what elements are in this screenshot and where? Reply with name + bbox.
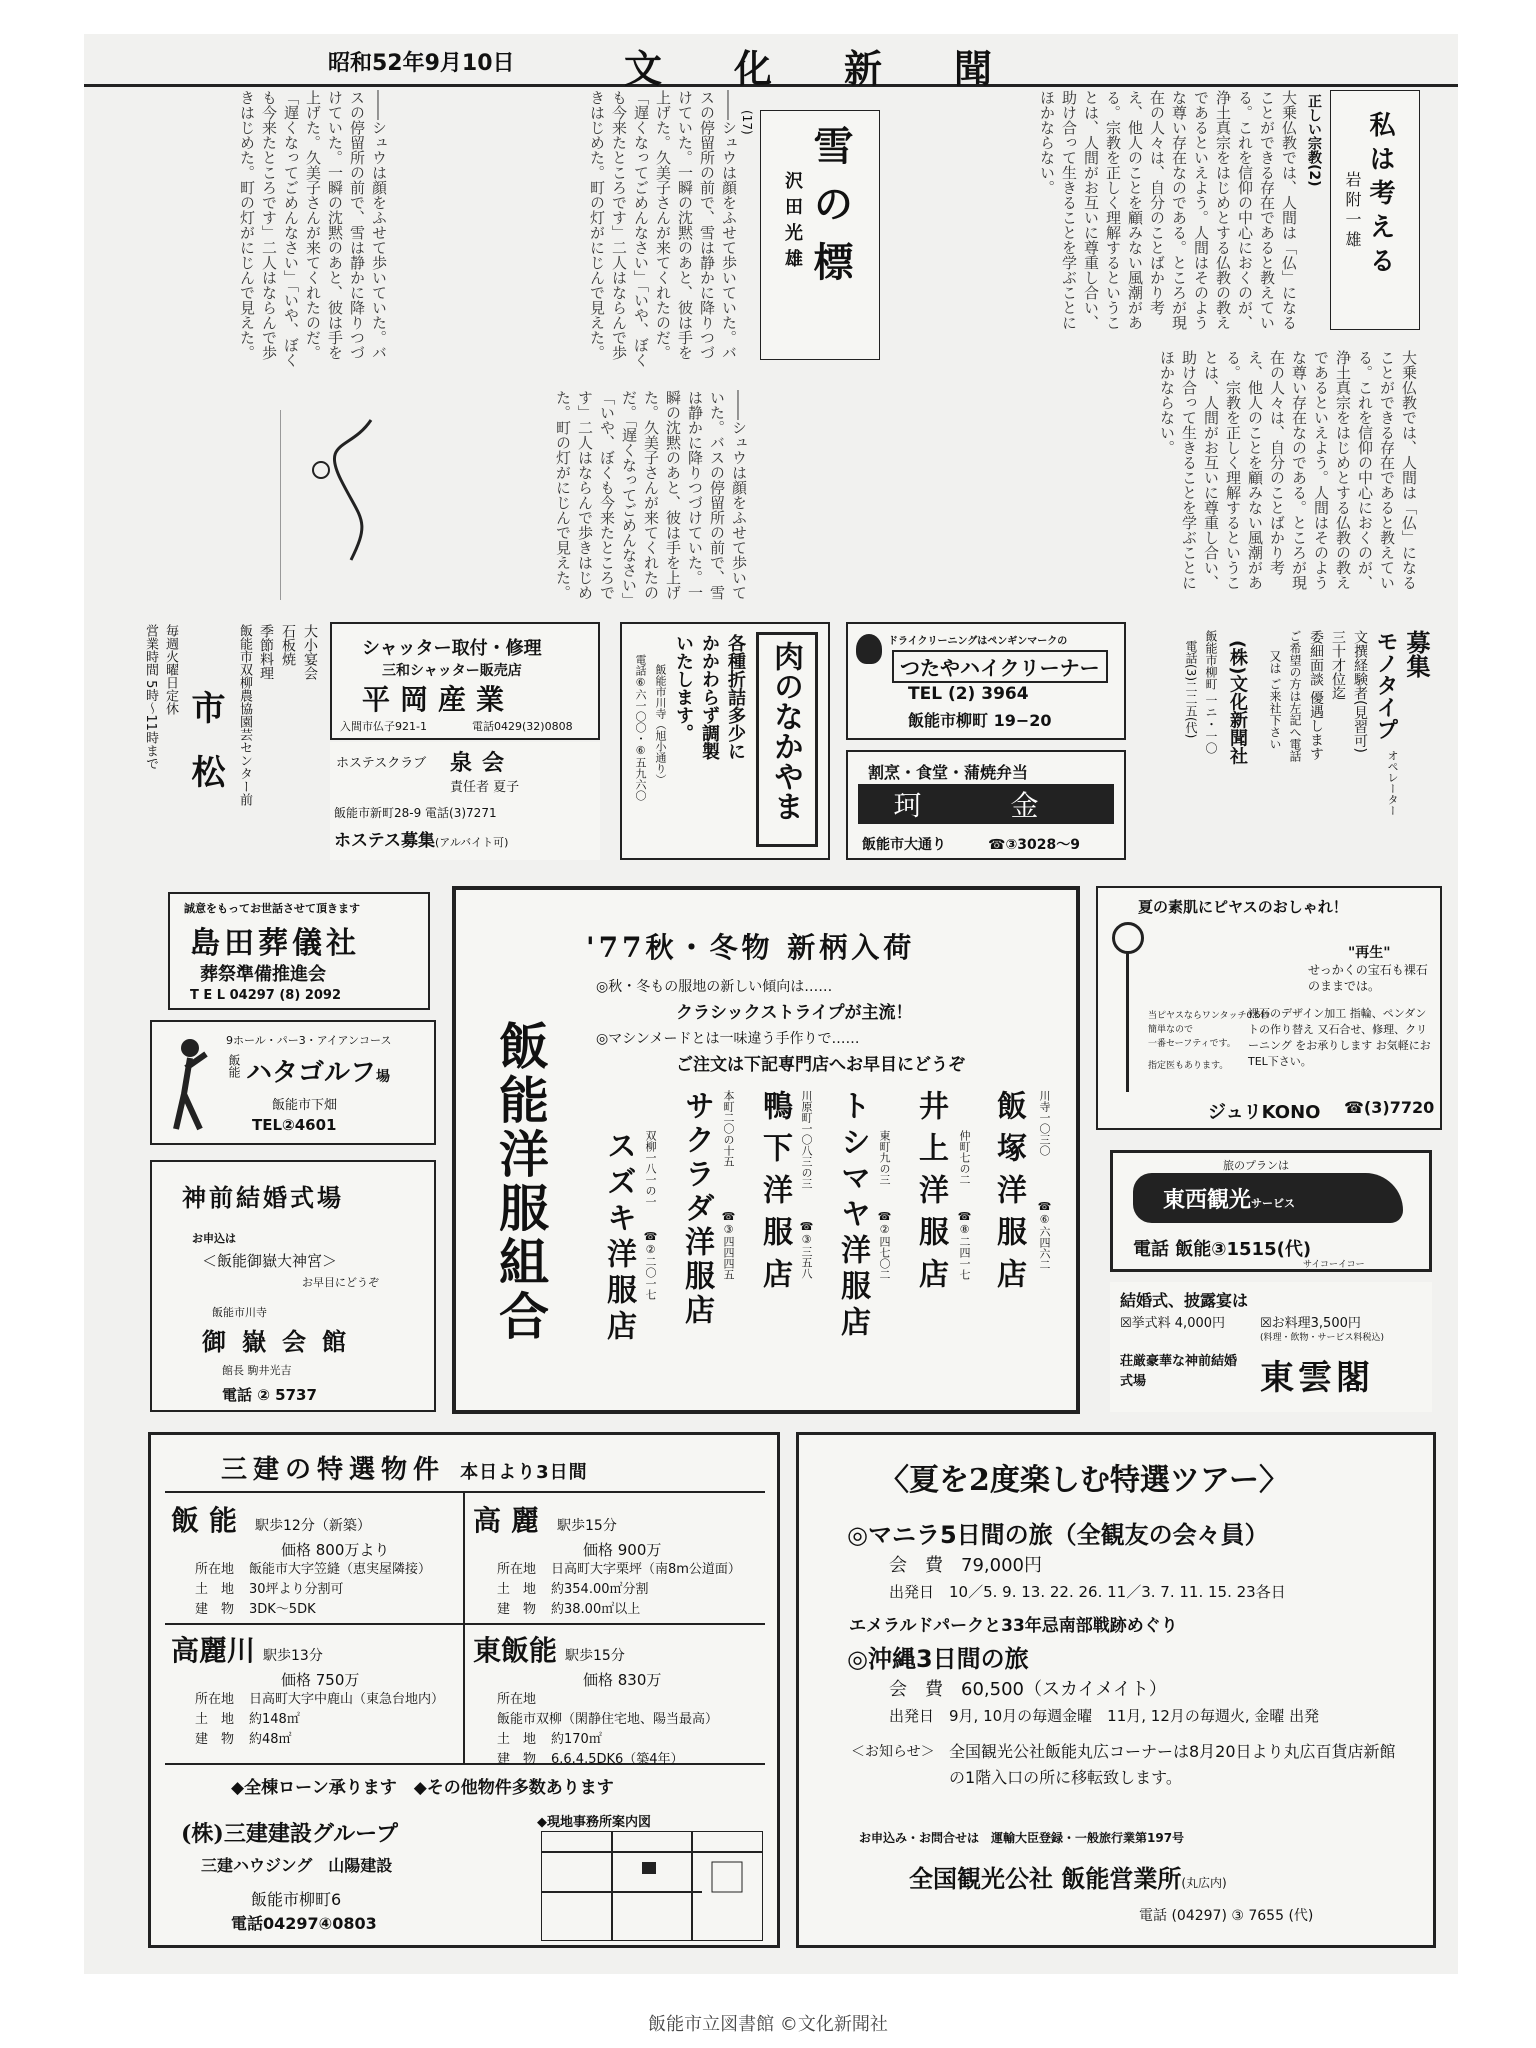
field-value: 約354.00㎡分割 xyxy=(551,1582,649,1597)
tozai-sub: サービス xyxy=(1251,1197,1296,1210)
golfer-drawing xyxy=(166,1034,214,1134)
hall-tel: 電話 ② 5737 xyxy=(222,1386,317,1404)
field-label: 土 地 xyxy=(497,1582,537,1597)
property-walk: 駅歩15分 xyxy=(565,1648,625,1664)
golf-address: 飯能市下畑 xyxy=(272,1098,338,1113)
izumikai-address: 飯能市新町28-9 電話(3)7271 xyxy=(334,806,497,820)
hall-note: お早目にどうぞ xyxy=(302,1276,379,1289)
recruit-req: 又は ご来社下さい xyxy=(1268,650,1282,750)
cartoon xyxy=(280,410,391,600)
field-label: 所在地 xyxy=(195,1562,235,1577)
property-price: 価格 750万 xyxy=(281,1671,360,1689)
property-area: 東飯能 xyxy=(473,1634,558,1667)
ichimatsu-line: 大小宴会 xyxy=(302,624,318,680)
hall-apply: お申込は xyxy=(192,1232,236,1245)
tsutaya-address: 飯能市柳町 19−20 xyxy=(908,711,1052,730)
rebirth-title: "再生" xyxy=(1348,945,1391,961)
tour1-fee: 会 費 79,000円 xyxy=(889,1555,1042,1576)
hall-name: 御嶽会館 xyxy=(202,1327,362,1356)
sanken-sub: 本日より3日間 xyxy=(460,1462,588,1483)
ad-nakayama xyxy=(620,622,830,860)
tour-tel: 電話 (04297) ③ 7655 (代) xyxy=(1139,1908,1314,1924)
recruit-note: (アルバイト可) xyxy=(434,836,509,849)
hiraoka-sub: 三和シャッター販売店 xyxy=(382,663,522,679)
tailor-headline: '77秋・冬物 新柄入荷 xyxy=(586,931,916,964)
hiraoka-address: 入間市仏子921-1 xyxy=(340,720,427,733)
tour2-pre: エメラルドパークと33年忌南部戦跡めぐり xyxy=(849,1616,1178,1636)
ichimatsu-line: 石板焼 xyxy=(280,624,296,666)
cartoon-drawing xyxy=(281,410,391,600)
ad-hata-golf xyxy=(150,1020,436,1145)
field-label: 建 物 xyxy=(497,1602,537,1617)
tour-company xyxy=(909,1859,1227,1894)
field-label: 所在地 xyxy=(497,1692,537,1707)
tounkaku-price-note: (料理・飲物・サービス料税込) xyxy=(1260,1333,1385,1343)
kappo-title: 割烹・食堂・蒲焼弁当 xyxy=(868,763,1029,782)
ad-recruit xyxy=(1150,620,1440,860)
nakayama-text: 各種折詰多少にかかわらず調製いたします。 xyxy=(673,634,746,760)
nakayama-tel: 電話⑥六一〇〇・⑥五九六〇 xyxy=(634,654,647,801)
field-label: 所在地 xyxy=(195,1692,235,1707)
nakayama-name-box xyxy=(756,632,818,847)
golf-suffix: 場 xyxy=(376,1069,391,1085)
opinion-column xyxy=(900,90,1420,610)
stem-line xyxy=(1126,952,1129,1092)
contact-line: お申込み・お問合せは 運輸大臣登録・一般旅行業第197号 xyxy=(859,1831,1185,1845)
izumikai-title: ホステスクラブ xyxy=(336,756,427,771)
tailor-shop-name: 鴨下洋服店 xyxy=(757,1090,792,1300)
tounkaku-price2: ☒お料理3,500円 xyxy=(1260,1316,1361,1331)
column-section: 正しい宗教(2) xyxy=(1306,94,1322,187)
ichimatsu-name: 市松 xyxy=(185,690,225,818)
hiraoka-tel: 電話0429(32)0808 xyxy=(472,720,573,733)
story-body-continued: ――シュウは顔をふせて歩いていた。バスの停留所の前で、雪は静かに降りつづけていた。一瞬の沈黙のあと、彼は手を上げた。久美子さんが来てくれたのだ。「遅くなってごめんなさい」「いや、ぼくも今来たところです」二人はならんで歩きはじめた。町の灯がにじんで見えた。 xyxy=(238,90,388,368)
column-title: 私は考える xyxy=(1365,111,1395,281)
site-map-drawing xyxy=(542,1832,762,1940)
field-value: 30坪より分割可 xyxy=(249,1582,344,1597)
nakayama-address: 飯能市川寺（旭小通り） xyxy=(654,664,667,785)
shimada-top: 誠意をもってお世話させて頂きます xyxy=(184,902,360,915)
story-author: 沢田光雄 xyxy=(782,171,803,275)
masthead xyxy=(84,34,1458,91)
tailor-shop-tel: ☎③三五八 xyxy=(800,1220,813,1279)
tounkaku-desc: 荘厳豪華な神前結婚式場 xyxy=(1120,1354,1238,1389)
ad-hiraoka xyxy=(330,622,600,740)
ad-sanken xyxy=(148,1432,780,1948)
field-label: 所在地 xyxy=(497,1562,537,1577)
ad-izumikai xyxy=(330,742,600,860)
property-cell xyxy=(171,1499,461,1620)
golf-name-text: ハタゴルフ xyxy=(246,1058,377,1088)
izumikai-rep: 責任者 夏子 xyxy=(450,780,520,795)
recruit-title: 募集 xyxy=(1402,630,1431,678)
ad-tailor-union xyxy=(452,886,1080,1414)
tsutaya-title: ドライクリーニングはペンギンマークの xyxy=(888,636,1068,647)
hall-shrine: ＜飯能御嶽大神宮＞ xyxy=(202,1252,338,1270)
tsutaya-name: つたやハイクリーナー xyxy=(892,650,1108,683)
property-walk: 駅歩13分 xyxy=(263,1648,323,1664)
tozai-reading: サイコーイコー xyxy=(1303,1260,1365,1270)
golf-tel: TEL②4601 xyxy=(252,1116,337,1134)
recruit-req: 三十才位迄 xyxy=(1330,630,1346,700)
ad-kappo xyxy=(846,750,1126,860)
ad-tounkaku xyxy=(1110,1282,1432,1412)
recruit-job: モノタイプ xyxy=(1373,630,1399,740)
recruit-req: ご希望の方は左記へ電話 xyxy=(1288,630,1302,762)
column-body-continued: 大乗仏教では、人間は「仏」になることができる存在であると教えている。これを信仰の中心におくのが、浄土真宗をはじめとする仏教の教えであるといえよう。人間はそのような尊い存在なのである。ところが現在の人々は、自分のことばかり考え、他人のことを顧みない風潮がある。宗教を正しく理解するということは、人間がお互いに尊重し合い、助け合って生きることを学ぶことにほかならない。 xyxy=(1158,350,1418,590)
field-value: 飯能市大字笠縫（恵実屋隣接） xyxy=(249,1562,432,1577)
tailor-union-name: 飯能洋服組合 xyxy=(491,1020,550,1344)
notice-text: 全国観光公社飯能丸広コーナーは8月20日より丸広百貨店新館の1階入口の所に移転致します。 xyxy=(949,1742,1396,1787)
field-label: 土 地 xyxy=(195,1712,235,1727)
story-number: (17) xyxy=(740,110,754,135)
field-label: 建 物 xyxy=(497,1752,537,1767)
tailor-shop-address: 本町二〇の十五 xyxy=(722,1090,735,1167)
tour1-dates: 出発日 10／5. 9. 13. 22. 26. 11／3. 7. 11. 15. 23各日 xyxy=(889,1583,1286,1601)
tailor-line2: ◎マシンメードとは一味違う手作りで…… xyxy=(596,1031,860,1047)
tailor-shop-tel: ☎②四七〇二 xyxy=(878,1210,891,1280)
ichimatsu-address: 飯能市双柳農協園芸センター前 xyxy=(237,624,252,806)
golf-brand: 飯能 xyxy=(227,1054,241,1078)
property-price: 価格 800万より xyxy=(281,1541,390,1559)
recruit-tel: 電話(3)二二五(代) xyxy=(1184,640,1198,739)
tour2-title: ◎沖縄3日間の旅 xyxy=(847,1645,1029,1673)
tailor-shop-name: 井上洋服店 xyxy=(913,1090,948,1300)
tailor-shop-address: 双柳一八一の一 xyxy=(644,1130,657,1207)
recruit-req: 委細面談 優遇します xyxy=(1308,630,1324,761)
tounkaku-price1: ☒挙式料 4,000円 xyxy=(1120,1316,1226,1331)
field-value: 約48㎡ xyxy=(249,1732,292,1747)
field-value: 日高町大字中鹿山（東急台地内） xyxy=(249,1692,445,1707)
tailor-line2b: ご注文は下記専門店へお早目にどうぞ xyxy=(676,1055,965,1075)
map-title: ◆現地事務所案内図 xyxy=(537,1815,651,1830)
tozai-name xyxy=(1163,1183,1295,1214)
tour-company-name: 全国観光公社 飯能営業所 xyxy=(909,1864,1182,1893)
kappo-name: 珂 金 xyxy=(858,784,1114,824)
ad-ichimatsu xyxy=(140,620,320,860)
jewelry-title: 夏の素肌にピヤスのおしゃれ！ xyxy=(1138,898,1348,916)
ad-juri-kono xyxy=(1096,886,1442,1130)
kappo-address: 飯能市大通り xyxy=(862,837,946,853)
tozai-name-text: 東西観光 xyxy=(1163,1188,1252,1213)
tailor-shop-name: サクラダ洋服店 xyxy=(679,1090,714,1328)
tailor-shop-tel: ☎③四四四五 xyxy=(722,1210,735,1280)
ichimatsu-line: 季節料理 xyxy=(258,624,274,680)
shimada-sub: 葬祭準備推進会 xyxy=(200,964,326,985)
ad-tsutaya xyxy=(846,622,1126,740)
tozai-top: 旅のプランは xyxy=(1223,1159,1289,1172)
recruit-job-note: オペレーター xyxy=(1386,750,1399,816)
property-area: 高麗川 xyxy=(171,1634,256,1667)
ad-shimada xyxy=(168,892,430,1010)
field-value: 6.6.4.5DK6（築4年） xyxy=(551,1752,684,1767)
tailor-shop-address: 川原町一〇八三の三 xyxy=(800,1090,813,1189)
column-title-box xyxy=(1330,90,1420,330)
tailor-shop-tel: ☎②二〇一七 xyxy=(644,1230,657,1300)
sanken-subcompany: 三建ハウジング 山陽建設 xyxy=(201,1856,393,1875)
grid-divider xyxy=(463,1493,465,1763)
property-price: 価格 830万 xyxy=(583,1671,662,1689)
ad-zenkoku-kanko xyxy=(796,1432,1436,1948)
tour2-fee: 会 費 60,500（スカイメイト） xyxy=(889,1679,1167,1700)
tailor-line1b: クラシックストライプが主流！ xyxy=(676,1003,913,1023)
tailor-shop-tel: ☎⑥六四六二 xyxy=(1038,1200,1051,1270)
property-cell xyxy=(473,1499,763,1620)
property-price: 価格 900万 xyxy=(583,1541,662,1559)
jewelry-note: 当ピヤスならワンタッチ0.5秒 xyxy=(1148,1011,1270,1021)
sanken-title-text: 三建の特選物件 xyxy=(221,1455,446,1485)
jewelry-tel: ☎(3)7720 xyxy=(1344,1098,1435,1117)
field-value: 飯能市双柳（閑静住宅地、陽当最高） xyxy=(497,1712,719,1727)
hiraoka-title: シャッター取付・修理 xyxy=(362,638,542,659)
tour-title: 〈夏を2度楽しむ特選ツアー〉 xyxy=(879,1463,1289,1498)
story-title-box xyxy=(760,110,880,360)
penguin-icon xyxy=(856,634,882,664)
grid-divider xyxy=(165,1623,765,1625)
field-label: 建 物 xyxy=(195,1732,235,1747)
jewelry-service: 裸石のデザイン加工 指輪、ペンダントの作り替え 又石合せ、修理、クリーニング をお承りします お気軽におTEL下さい。 xyxy=(1248,1007,1431,1068)
property-walk: 駅歩15分 xyxy=(557,1518,617,1534)
sanken-title xyxy=(221,1449,588,1486)
tailor-shop-name: 飯塚洋服店 xyxy=(991,1090,1026,1300)
recruit-label: ホステス募集 xyxy=(334,831,435,851)
ad-tozai-kanko xyxy=(1110,1150,1432,1272)
story-title: 雪の標 xyxy=(807,125,854,299)
tounkaku-title: 結婚式、披露宴は xyxy=(1120,1291,1249,1310)
field-value: 約170㎡ xyxy=(551,1732,602,1747)
jewelry-name: ジュリKONO xyxy=(1208,1102,1321,1123)
tozai-tel: 電話 飯能③1515(代) xyxy=(1133,1239,1312,1260)
field-value: 約148㎡ xyxy=(249,1712,300,1727)
rebirth-text: せっかくの宝石も裸石のままでは。 xyxy=(1308,963,1428,993)
hiraoka-name: 平岡産業 xyxy=(362,683,515,716)
tailor-shop-address: 東町九の三 xyxy=(878,1130,891,1185)
hall-title: 神前結婚式場 xyxy=(182,1183,344,1212)
tailor-line1: ◎秋・冬もの服地の新しい傾向は…… xyxy=(596,979,833,995)
hall-address: 飯能市川寺 xyxy=(212,1306,267,1319)
field-label: 土 地 xyxy=(497,1732,537,1747)
ad-mitake-hall xyxy=(150,1160,436,1412)
kappo-tel: ☎③3028〜9 xyxy=(988,837,1080,853)
field-value: 3DK〜5DK xyxy=(249,1602,316,1617)
tounkaku-name: 東雲閣 xyxy=(1260,1358,1374,1398)
shimada-name: 島田葬儀社 xyxy=(190,926,360,961)
tailor-shop-address: 川寺一〇三〇 xyxy=(1038,1090,1051,1156)
jewelry-note: 一番セーフティです。 xyxy=(1148,1039,1236,1049)
tour-company-note: (丸広内) xyxy=(1181,1876,1227,1890)
sanken-tel: 電話04297④0803 xyxy=(231,1914,377,1933)
property-area: 高麗 xyxy=(473,1504,550,1537)
shimada-tel: T E L 04297 (8) 2092 xyxy=(190,988,341,1003)
jewelry-note: 簡単なので xyxy=(1148,1025,1194,1035)
jewelry-note: 指定医もあります。 xyxy=(1148,1061,1229,1071)
sanken-company: (株)三建建設グループ xyxy=(181,1821,399,1847)
golf-top: 9ホール・パー3・アイアンコース xyxy=(226,1034,392,1047)
recruit-address: 飯能市柳町 一ニ・一〇 xyxy=(1204,630,1218,754)
recruit-company: (株)文化新聞社 xyxy=(1227,640,1248,765)
issue-date: 昭和52年9月10日 xyxy=(328,51,515,76)
izumikai-name: 泉会 xyxy=(450,750,515,776)
tsutaya-tel: TEL (2) 3964 xyxy=(908,684,1029,704)
golfer-icon xyxy=(166,1034,214,1134)
field-value: 約38.00㎡以上 xyxy=(551,1602,641,1617)
tailor-shop-name: トシマヤ洋服店 xyxy=(835,1090,870,1342)
hall-rep: 館長 駒井光吉 xyxy=(222,1364,292,1377)
recruit-req: 文撰経験者(見習可) xyxy=(1352,630,1368,753)
tour2-dates: 出発日 9月, 10月の毎週金曜 11月, 12月の毎週火, 金曜 出発 xyxy=(889,1707,1320,1725)
column-body: 大乗仏教では、人間は「仏」になることができる存在であると教えている。これを信仰の中心におくのが、浄土真宗をはじめとする仏教の教えであるといえよう。人間はそのような尊い存在なのである。ところが現在の人々は、自分のことばかり考え、他人のことを顧みない風潮がある。宗教を正しく理解するということは、人間がお互いに尊重し合い、助け合って生きることを学ぶことにほかならない。 xyxy=(1038,90,1298,330)
field-value: 日高町大字栗坪（南8m公道面） xyxy=(551,1562,741,1577)
golf-name xyxy=(246,1052,390,1089)
story-body: ――シュウは顔をふせて歩いていた。バスの停留所の前で、雪は静かに降りつづけていた。一瞬の沈黙のあと、彼は手を上げた。久美子さんが来てくれたのだ。「遅くなってごめんなさい」「いや、ぼくも今来たところです」二人はならんで歩きはじめた。町の灯がにじんで見えた。 xyxy=(588,90,738,368)
tour1-title: ◎マニラ5日間の旅（全観友の会々員） xyxy=(847,1521,1269,1549)
tailor-shop-address: 仲町七の二 xyxy=(958,1130,971,1185)
serial-story xyxy=(100,90,890,610)
tailor-shop-name: スズキ洋服店 xyxy=(601,1130,636,1346)
tailor-shop-tel: ☎⑧二四一七 xyxy=(958,1210,971,1280)
property-walk: 駅歩12分（新築） xyxy=(255,1518,371,1534)
column-author: 岩附一雄 xyxy=(1343,171,1362,251)
field-label: 土 地 xyxy=(195,1582,235,1597)
property-cell xyxy=(171,1629,461,1750)
paper-name: 文化新聞 xyxy=(624,46,1065,91)
izumikai-recruit xyxy=(334,826,508,851)
field-label: 建 物 xyxy=(195,1602,235,1617)
story-body-lower: ――シュウは顔をふせて歩いていた。バスの停留所の前で、雪は静かに降りつづけていた。一瞬の沈黙のあと、彼は手を上げた。久美子さんが来てくれたのだ。「遅くなってごめんなさい」「いや、ぼくも今来たところです」二人はならんで歩きはじめた。町の灯がにじんで見えた。 xyxy=(554,390,748,600)
sanken-address: 飯能市柳町6 xyxy=(251,1890,342,1909)
notice-label: ＜お知らせ＞ xyxy=(851,1744,935,1760)
ichimatsu-closed: 毎週火曜日定休 xyxy=(163,624,178,715)
site-map xyxy=(541,1831,763,1941)
sanken-notes: ◆全棟ローン承ります ◆その他物件多数あります xyxy=(231,1778,614,1798)
ichimatsu-hours: 営業時間 5時〜11時まで xyxy=(143,624,158,770)
property-area: 飯能 xyxy=(171,1504,248,1537)
page-footer: 飯能市立図書館 ©文化新聞社 xyxy=(648,2014,888,2035)
flower-icon xyxy=(1112,922,1144,954)
property-cell xyxy=(473,1629,763,1770)
nakayama-name: 肉のなかやま xyxy=(768,641,803,821)
